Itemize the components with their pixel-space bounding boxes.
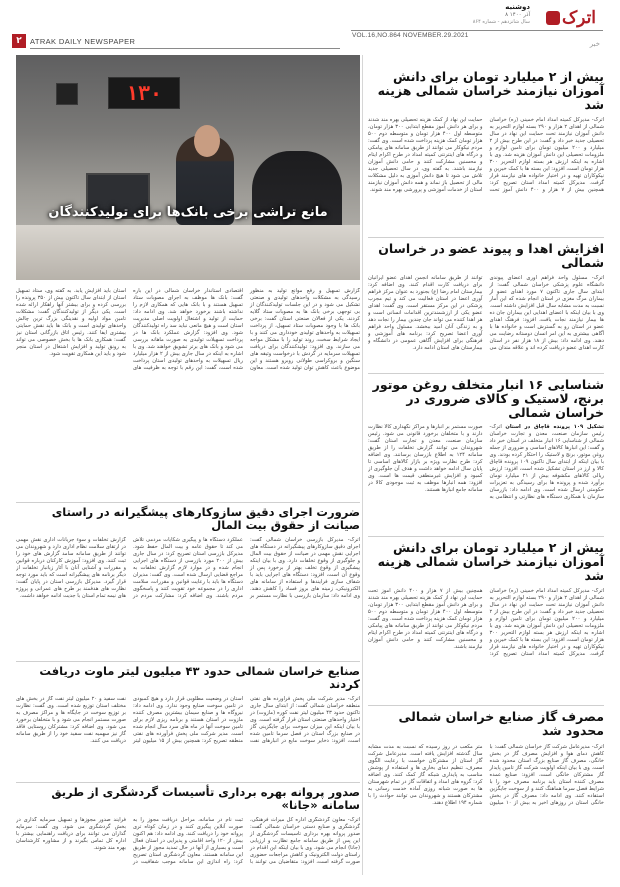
- divider: [16, 661, 360, 662]
- date-block: [450, 3, 530, 25]
- masthead-rule-right: [351, 30, 603, 31]
- headline[interactable]: صدور پروانه بهره برداری تأسیسات گردشگری از طریق سامانه «جانا»: [51, 785, 360, 812]
- article-body: اترک- مسئول واحد فراهم آوری اعضای پیوندی دانشگاه علوم پزشکی خراسان شمالی گفت: از ابتدای سال جاری تاکنون ۷ مورد اهدای عضو از بیماران مرگ مغزی در استان انجام شده که این آمار نسبت به مدت مشابه سال قبل افزایش داشته است. وی با بیان اینکه با اعضای اهدایی این بیماران جان ده ها بیمار نیازمند نجات یافت، افزود: فرهنگ اهدای عضو در استان رو به گسترش است و خانواده ها با آگاهی بیشتری به این امر انسان دوستانه رضایت می دهند. وی ادامه داد: بیش از ۱۸ هزار نفر در استان کارت اهدای عضو دریافت کرده اند و علاقه مندان می توانند از طریق سامانه انجمن اهدای عضو ایرانیان برای دریافت کارت اقدام کنند. وی اضافه کرد: بیمارستان امام رضا (ع) بجنورد به عنوان مرکز فراهم آوری اعضا در استان فعالیت می کند و تیم مجرب پزشکی در این مرکز مستقر است. وی گفت: اهدای عضو یکی از ارزشمندترین اقدامات انسانی است و هر اهدا کننده می تواند جان چندین بیمار را نجات دهد و به زندگی آنان امید ببخشد. مسئول واحد فراهم آوری اعضا تصریح کرد: برنامه های آموزشی و فرهنگی برای افزایش آگاهی عمومی در دانشگاه و بیمارستان های استان ادامه دارد.: [368, 275, 604, 351]
- article-text: اترک- رئیس سازمان صنعت، معدن و تجارت خراسان شمالی از شناسایی ۱۶ انبار متخلف در استان خبر داد و گفت: این انبارها کالاهای اساسی و ضروری از جمله روغن موتور، برنج و لاستیک را احتکار کرده بودند. وی با بیان اینکه از ابتدای سال تاکنون ۱۰۹ پرونده قاچاق کالا و ارز در استان تشکیل شده است، افزود: ارزش ریالی کالاهای مکشوفه بیش از ۲۱ میلیارد تومان برآورد شده و پرونده ها برای رسیدگی به تعزیرات حکومتی ارسال شده است. وی ادامه داد: بازرسان سازمان با همکاری دستگاه های نظارتی و انتظامی به صورت مستمر بر انبارها و مراکز نگهداری کالا نظارت دارند و با متخلفان برخورد قانونی می شود. رئیس سازمان صنعت، معدن و تجارت استان گفت: شهروندان می توانند گزارش تخلفات را از طریق سامانه ۱۲۴ به اطلاع بازرسان برسانند. وی اضافه کرد: طرح نظارت ویژه بر بازار کالاهای اساسی تا پایان سال ادامه خواهد داشت و هدف آن جلوگیری از کمبود و افزایش غیرمنطقی قیمت ها است. وی افزود: همه انبارها موظف به ثبت موجودی کالا در سامانه جامع انبارها هستند.: [368, 424, 604, 500]
- section-tag: خبر: [589, 40, 600, 48]
- photo-teller-face: [194, 125, 220, 157]
- headline[interactable]: شناسایی ۱۶ انبار متخلف روغن موتور برنج، لاستیک و کالای ضروری در خراسان شمالی: [372, 377, 604, 420]
- article-gas-industry: [368, 710, 604, 884]
- photo-counter-side: [56, 83, 78, 105]
- masthead: [0, 0, 620, 52]
- logo-mark-icon: [546, 11, 560, 25]
- divider: [368, 373, 604, 374]
- article-bank-obstacles: [16, 288, 360, 498]
- photo-counter-board: [108, 77, 180, 109]
- divider: [368, 237, 604, 238]
- headline[interactable]: بیش از ۲ میلیارد تومان برای دانش آموزان نیازمند خراسان شمالی هزینه شد: [377, 69, 604, 112]
- article-students-aid-repeat: [368, 541, 604, 715]
- article-body: اترک- مدیرکل کمیته امداد امام خمینی (ره) خراسان شمالی از اهدای ۲ هزار و ۲۹۰ بسته لوازم التحریر به دانش آموزان نیازمند تحت حمایت این نهاد در سال تحصیلی جدید خبر داد و گفت: در این طرح بیش از ۲ میلیارد و ۲۰۰ میلیون تومان برای تامین لوازم و ملزومات تحصیلی این دانش آموزان هزینه شد. وی با اشاره به اینکه ارزش هر بسته لوازم التحریر ۳۰۰ هزار تومان است، افزود: این بسته ها با کمک خیرین و نیکوکاران تهیه و در اختیار خانواده های نیازمند قرار گرفت. مدیرکل کمیته امداد استان تصریح کرد: همچنین بیش از ۷ هزار و ۴۰۰ دانش آموز تحت حمایت این نهاد از کمک هزینه تحصیلی بهره مند شدند و برای هر دانش آموز مقطع ابتدایی ۳۰۰ هزار تومان، متوسطه اول ۴۰۰ هزار تومان و متوسطه دوم ۵۰۰ هزار تومان کمک هزینه پرداخت شده است. وی گفت: مردم نیکوکار می توانند از طریق سامانه های پیامکی و درگاه های اینترنتی کمیته امداد در طرح اکرام ایتام و محسنین مشارکت کنند و حامی دانش آموزان نیازمند باشند. به گفته وی، در سال تحصیلی جدید تلاش می شود تا هیچ دانش آموزی به دلیل مشکلات مالی از تحصیل باز نماند و همه دانش آموزان نیازمند استان از خدمات آموزشی و پرورشی بهره مند شوند.: [368, 117, 604, 193]
- photo-caption-banner: [16, 198, 360, 226]
- issue-line: VOL.16,NO.864 NOVEMBER.29.2021: [352, 32, 469, 39]
- divider: [368, 705, 604, 706]
- article-organ-donation: [368, 242, 604, 383]
- page-number: ۲: [12, 34, 26, 48]
- article-body: گزارش تسهیل و رفع موانع تولید به منظور رسیدگی به مشکلات واحدهای تولیدی و صنعتی تشکیل می شود و در این جلسات تولیدکنندگان از بی توجهی برخی بانک ها به مصوبات ستاد گلایه کردند. یکی از فعالان صنعتی استان گفت: برخی بانک ها با وجود مصوبات ستاد تسهیل، از پرداخت تسهیلات به واحدهای تولیدی خودداری می کنند و با ایجاد شرایط سخت، روند تولید را با مشکل مواجه می سازند. وی افزود: تولیدکنندگان برای دریافت تسهیلات سرمایه در گردش با درخواست وثیقه های سنگین و بروکراسی طولانی روبرو هستند و این موضوع باعث کاهش توان تولید شده است. معاون اقتصادی استاندار خراسان شمالی در این باره گفت: بانک ها موظف به اجرای مصوبات ستاد تسهیل هستند و با بانک هایی که همکاری لازم را نداشته باشند برخورد خواهد شد. وی ادامه داد: حمایت از تولید و اشتغال اولویت اصلی مدیریت استان است و هیچ مانعی نباید سد راه تولیدکنندگان شود. وی افزود: گزارش عملکرد بانک ها در پرداخت تسهیلات تولیدی به صورت ماهانه بررسی می شود و بانک های برتر تشویق خواهند شد. وی با اشاره به اینکه در سال جاری بیش از ۲ هزار میلیارد ریال تسهیلات به واحدهای تولیدی استان پرداخت شده است، گفت: این رقم با توجه به ظرفیت های استان باید افزایش یابد. به گفته وی، ستاد تسهیل استان از ابتدای سال تاکنون بیش از ۳۵۰ پرونده را بررسی کرده و برای بیشتر آنها راهکار ارائه شده است. یکی دیگر از تولیدکنندگان گفت: مشکلات تامین مواد اولیه و نقدینگی بزرگ ترین چالش واحدهای تولیدی است و بانک ها باید نقش حمایتی بیشتری ایفا کنند. رئیس اتاق بازرگانی استان نیز گفت: همکاری بانک ها با بخش خصوصی می تواند به رونق تولید و افزایش اشتغال در استان منجر شود و باید این همکاری تقویت شود.: [16, 288, 360, 371]
- headline[interactable]: صنایع خراسان شمالی حدود ۴۳ میلیون لیتر ماوت دریافت کردند: [39, 664, 360, 691]
- paper-name: ATRAK DAILY NEWSPAPER: [30, 37, 136, 46]
- newspaper-logo[interactable]: [538, 3, 604, 33]
- article-body: [368, 424, 604, 522]
- article-public-funds: [16, 506, 360, 667]
- news-photo: [16, 55, 360, 280]
- divider: [368, 536, 604, 537]
- article-body: اترک- مدیرعامل شرکت گاز خراسان شمالی گفت: با کاهش دمای هوا و افزایش مصرف گاز در بخش خانگی، مصرف گاز صنایع بزرگ استان محدود شده است. وی با بیان اینکه اولویت شرکت گاز تامین پایدار گاز مشترکان خانگی است، افزود: صنایع عمده مصرف کننده استان باید برنامه مصرف خود را با شرایط فصل سرما هماهنگ کنند و از سوخت جایگزین استفاده کنند. وی ادامه داد: مصرف گاز در بخش خانگی استان در روزهای اخیر به بیش از ۱۰ میلیون متر مکعب در روز رسیده که نسبت به مدت مشابه سال گذشته افزایش یافته است. مدیرعامل شرکت گاز استان از مشترکان خواست با رعایت الگوی مصرف، تنظیم دمای بخاری ها و استفاده از پوشش مناسب به پایداری شبکه گاز کمک کنند. وی اضافه کرد: گروه های امداد و اتفاقات گاز در تمام شهرستان ها به صورت شبانه روزی آماده خدمت رسانی به مشترکان هستند و شهروندان می توانند حوادث را با شماره ۱۹۴ اطلاع دهند.: [368, 744, 604, 806]
- article-body: اترک- معاون گردشگری اداره کل میراث فرهنگی، گردشگری و صنایع دستی خراسان شمالی گفت: صدور پروانه بهره برداری تاسیسات گردشگری از این پس از طریق سامانه جامع نظارت و ارزیابی (جانا) انجام می شود. وی با بیان اینکه این اقدام در راستای دولت الکترونیک و کاهش مراجعات حضوری صورت گرفته است، افزود: متقاضیان می توانند با ثبت نام در سامانه، مراحل دریافت مجوز را به صورت آنلاین پیگیری کنند و در زمان کوتاه تری پروانه خود را دریافت کنند. وی ادامه داد: هم اکنون بیش از ۱۲۰ واحد اقامتی و پذیرایی در استان فعال است و بسیاری از آنها در حال تمدید مجوز از طریق این سامانه هستند. معاون گردشگری استان تصریح کرد: راه اندازی این سامانه موجب شفافیت در فرایند صدور مجوزها و تسهیل سرمایه گذاری در بخش گردشگری می شود. وی گفت: سرمایه گذاران می توانند برای دریافت راهنمایی بیشتر با اداره کل تماس بگیرند و از مشاوره کارشناسان بهره مند شوند.: [16, 816, 360, 865]
- headline[interactable]: افزایش اهدا و پیوند عضو در خراسان شمالی: [378, 241, 604, 270]
- divider: [16, 502, 360, 503]
- article-students-aid: [368, 70, 604, 250]
- counter-digits: ۱۳۰: [125, 81, 163, 105]
- weekday: دوشنبه: [505, 3, 530, 11]
- article-body: اترک- مدیرکل کمیته امداد امام خمینی (ره) خراسان شمالی از اهدای ۲ هزار و ۲۹۰ بسته لوازم التحریر به دانش آموزان نیازمند تحت حمایت این نهاد در سال تحصیلی جدید خبر داد و گفت: در این طرح بیش از ۲ میلیارد و ۲۰۰ میلیون تومان برای تامین لوازم و ملزومات تحصیلی این دانش آموزان هزینه شد. وی با اشاره به اینکه ارزش هر بسته لوازم التحریر ۳۰۰ هزار تومان است، افزود: این بسته ها با کمک خیرین و نیکوکاران تهیه و در اختیار خانواده های نیازمند قرار گرفت. مدیرکل کمیته امداد استان تصریح کرد: همچنین بیش از ۷ هزار و ۴۰۰ دانش آموز تحت حمایت این نهاد از کمک هزینه تحصیلی بهره مند شدند و برای هر دانش آموز مقطع ابتدایی ۳۰۰ هزار تومان، متوسطه اول ۴۰۰ هزار تومان و متوسطه دوم ۵۰۰ هزار تومان کمک هزینه پرداخت شده است. وی گفت: مردم نیکوکار می توانند از طریق سامانه های پیامکی و درگاه های اینترنتی کمیته امداد در طرح اکرام ایتام و محسنین مشارکت کنند و حامی دانش آموزان نیازمند باشند.: [368, 588, 604, 657]
- article-jana-system: [16, 786, 360, 887]
- persian-date: ۸ آذر ۱۴۰۰: [505, 12, 530, 18]
- divider: [16, 782, 360, 783]
- headline[interactable]: بیش از ۲ میلیارد تومان برای دانش آموزان نیازمند خراسان شمالی هزینه شد: [377, 540, 604, 583]
- masthead-rule-left: [30, 48, 340, 49]
- headline[interactable]: مصرف گاز صنایع خراسان شمالی محدود شد: [398, 709, 604, 738]
- column-divider: [362, 55, 363, 875]
- article-warehouses: [368, 378, 604, 522]
- article-body: اترک- مدیر شرکت ملی پخش فرآورده های نفتی منطقه خراسان شمالی گفت: از ابتدای سال جاری تاکنون حدود ۴۳ میلیون لیتر نفت کوره (مازوت) در اختیار واحدهای صنعتی استان قرار گرفته است. وی با بیان اینکه این میزان سوخت برای جایگزینی گاز در صنایع بزرگ استان در فصل سرما تامین شده است، افزود: ذخایر سوخت مایع در انبارهای نفت استان در وضعیت مطلوبی قرار دارد و هیچ کمبودی در تامین سوخت صنایع وجود ندارد. وی ادامه داد: نیروگاه ها و صنایع سیمان بیشترین مصرف کننده مازوت در استان هستند و برنامه ریزی لازم برای تامین سوخت آنها در ماه های سرد سال انجام شده است. مدیر شرکت ملی پخش فرآورده های نفتی منطقه تصریح کرد: همچنین بیش از ۱۵ میلیون لیتر نفت سفید و ۲۰ میلیون لیتر نفت گاز در بخش های مختلف استان توزیع شده است. وی گفت: نظارت بر توزیع سوخت در جایگاه ها و مراکز مصرف به صورت مستمر انجام می شود و با متخلفان برخورد می شود. وی اضافه کرد: مشترکان روستایی فاقد گاز نیز سهمیه نفت سفید خود را از طریق سامانه دریافت می کنند.: [16, 695, 360, 744]
- article-mazut-supply: [16, 665, 360, 794]
- photo-headline[interactable]: مانع تراشی برخی بانک‌ها برای تولیدکنندگان: [48, 204, 328, 220]
- photo-desk: [16, 225, 360, 280]
- headline[interactable]: ضرورت اجرای دقیق سازوکارهای پیشگیرانه در راستای صیانت از حقوق بیت المال: [51, 505, 360, 532]
- logo-text: اترک: [561, 8, 597, 28]
- article-body: اترک- مدیرکل بازرسی خراسان شمالی گفت: اجرای دقیق سازوکارهای پیشگیرانه در دستگاه های اجرایی نقش مهمی در صیانت از حقوق بیت المال و جلوگیری از وقوع تخلفات دارد. وی با بیان اینکه پیشگیری از وقوع تخلف بهتر از برخورد پس از وقوع آن است، افزود: دستگاه های اجرایی باید با شفاف سازی فرایندها و استفاده از سامانه های الکترونیکی، زمینه های بروز فساد را کاهش دهند. وی ادامه داد: سازمان بازرسی با نظارت مستمر بر عملکرد دستگاه ها و پیگیری شکایات مردمی تلاش می کند تا حقوق عامه و بیت المال حفظ شود. مدیرکل بازرسی استان تصریح کرد: در سال جاری بیش از ۲۰۰ مورد بازرسی از دستگاه های اجرایی انجام شده و در موارد لازم گزارش تخلفات به مراجع قضایی ارسال شده است. وی گفت: مدیران دستگاه ها باید با رعایت قوانین و مقررات، سلامت اداری را در مجموعه خود تقویت کنند و پاسخگوی مردم باشند. وی اضافه کرد: مشارکت مردم در گزارش تخلفات و سوء جریانات اداری نقش مهمی در ارتقای سلامت نظام اداری دارد و شهروندان می توانند از طریق سامانه سامد گزارش های خود را ثبت کنند. وی افزود: آموزش کارکنان درباره قوانین و مقررات و آشنایی آنان با آثار زیانبار تخلفات از دیگر برنامه های پیشگیرانه است که باید مورد توجه قرار گیرد. مدیرکل بازرسی استان در پایان گفت: نظارت های هدفمند بر طرح های عمرانی و پروژه های نیمه تمام استان با جدیت ادامه خواهد داشت.: [16, 536, 360, 599]
- issue-info-fa: سال شانزدهم - شماره ۸۶۴: [472, 19, 530, 25]
- article-lead: تشکیل ۱۰۹ پرونده قاچاق در استان: [505, 424, 604, 430]
